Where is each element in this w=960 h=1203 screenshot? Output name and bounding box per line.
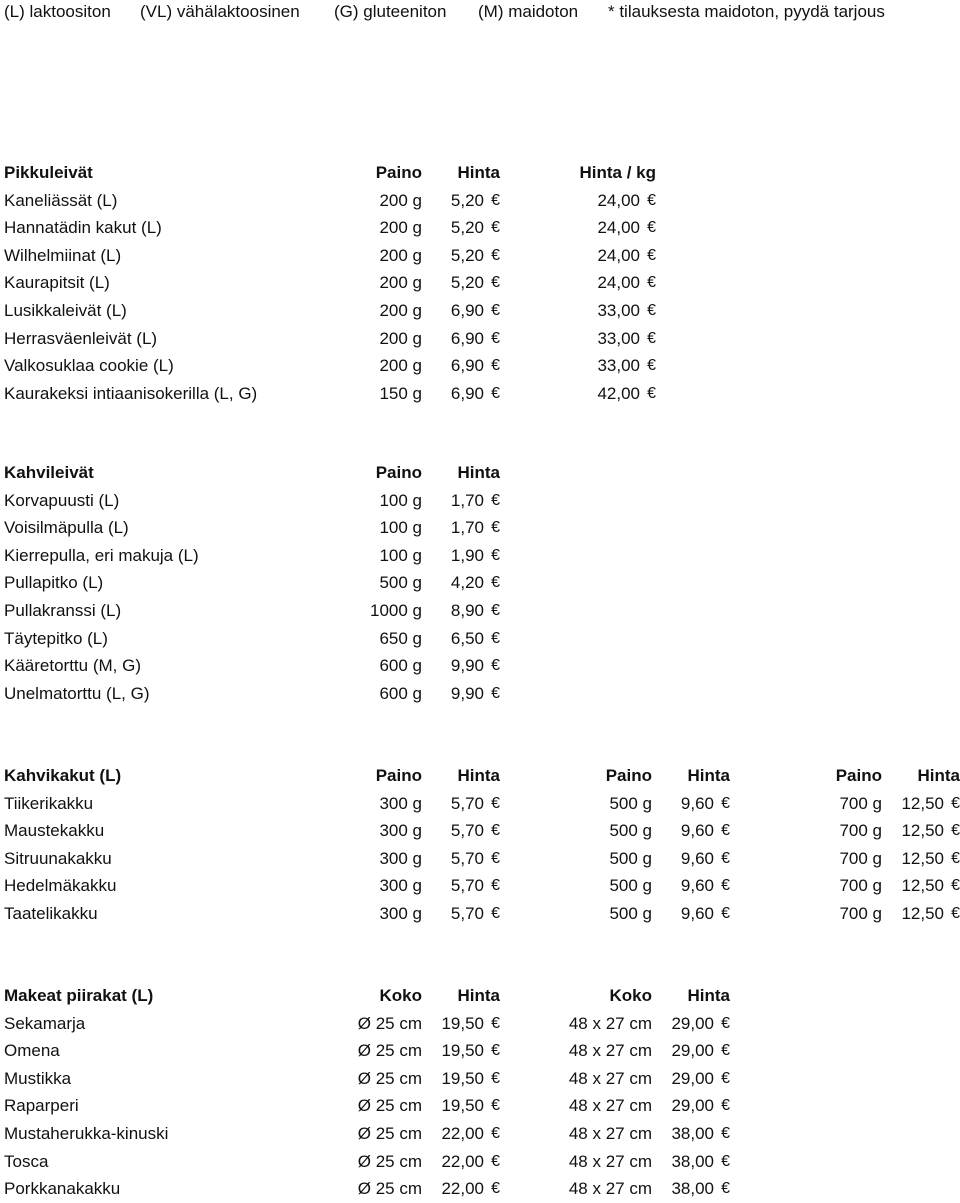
table-row: [4, 680, 960, 708]
pikkuleivat-column-header: Paino: [376, 159, 422, 187]
price-cell: 12,50: [901, 872, 944, 900]
kahvileivat-section-title: Kahvileivät: [4, 459, 94, 487]
kahvikakut-table: [4, 762, 960, 928]
product-name: Kaurapitsit (L): [4, 269, 110, 297]
euro-sign: €: [491, 487, 500, 515]
price-cell: 33,00: [597, 325, 640, 353]
size-cell: 100 g: [379, 542, 422, 570]
table-row: [4, 597, 960, 625]
price-cell: 29,00: [671, 1065, 714, 1093]
pikkuleivat-column-header: Hinta / kg: [579, 159, 656, 187]
price-cell: 6,90: [451, 297, 484, 325]
euro-sign: €: [721, 1065, 730, 1093]
price-cell: 22,00: [441, 1175, 484, 1203]
price-cell: 29,00: [671, 1010, 714, 1038]
price-cell: 9,60: [681, 790, 714, 818]
price-cell: 38,00: [671, 1120, 714, 1148]
size-cell: 200 g: [379, 297, 422, 325]
piirakat-column-header: Hinta: [458, 982, 501, 1010]
price-cell: 1,70: [451, 487, 484, 515]
table-row: [4, 1092, 960, 1120]
pikkuleivat-section-title: Pikkuleivät: [4, 159, 93, 187]
table-row: [4, 625, 960, 653]
legend-gluten-free: (G) gluteeniton: [334, 0, 446, 24]
table-row: [4, 380, 960, 408]
price-cell: 6,90: [451, 352, 484, 380]
euro-sign: €: [491, 652, 500, 680]
size-cell: Ø 25 cm: [358, 1065, 422, 1093]
piirakat-table: [4, 982, 960, 1203]
size-cell: 300 g: [379, 790, 422, 818]
euro-sign: €: [951, 900, 960, 928]
price-cell: 12,50: [901, 900, 944, 928]
table-row: [4, 1037, 960, 1065]
price-cell: 19,50: [441, 1010, 484, 1038]
price-cell: 1,90: [451, 542, 484, 570]
euro-sign: €: [721, 845, 730, 873]
euro-sign: €: [647, 242, 656, 270]
price-cell: 6,90: [451, 325, 484, 353]
size-cell: 700 g: [839, 900, 882, 928]
price-cell: 5,20: [451, 214, 484, 242]
size-cell: 650 g: [379, 625, 422, 653]
product-name: Täytepitko (L): [4, 625, 108, 653]
price-cell: 19,50: [441, 1037, 484, 1065]
pikkuleivat-column-header: Hinta: [458, 159, 501, 187]
price-cell: 33,00: [597, 352, 640, 380]
euro-sign: €: [491, 325, 500, 353]
product-name: Raparperi: [4, 1092, 79, 1120]
table-row: [4, 214, 960, 242]
table-row: [4, 1120, 960, 1148]
euro-sign: €: [491, 1010, 500, 1038]
piirakat-column-header: Hinta: [688, 982, 731, 1010]
price-cell: 5,70: [451, 817, 484, 845]
euro-sign: €: [721, 1120, 730, 1148]
table-row: [4, 514, 960, 542]
size-cell: 100 g: [379, 487, 422, 515]
table-row: [4, 845, 960, 873]
product-name: Lusikkaleivät (L): [4, 297, 127, 325]
euro-sign: €: [491, 817, 500, 845]
price-cell: 5,70: [451, 872, 484, 900]
euro-sign: €: [491, 845, 500, 873]
table-row: [4, 487, 960, 515]
euro-sign: €: [491, 1065, 500, 1093]
kahvikakut-column-header: Hinta: [918, 762, 960, 790]
price-cell: 5,20: [451, 269, 484, 297]
table-row: [4, 872, 960, 900]
size-cell: 200 g: [379, 269, 422, 297]
product-name: Tosca: [4, 1148, 48, 1176]
size-cell: 300 g: [379, 872, 422, 900]
product-name: Wilhelmiinat (L): [4, 242, 121, 270]
table-row: [4, 1148, 960, 1176]
euro-sign: €: [491, 187, 500, 215]
piirakat-column-header: Koko: [380, 982, 423, 1010]
product-name: Korvapuusti (L): [4, 487, 119, 515]
size-cell: 48 x 27 cm: [569, 1010, 652, 1038]
diet-legend: [4, 0, 960, 26]
euro-sign: €: [491, 380, 500, 408]
price-cell: 4,20: [451, 569, 484, 597]
euro-sign: €: [491, 680, 500, 708]
size-cell: 600 g: [379, 652, 422, 680]
size-cell: 700 g: [839, 845, 882, 873]
legend-dairy-free: (M) maidoton: [478, 0, 578, 24]
product-name: Kaurakeksi intiaanisokerilla (L, G): [4, 380, 257, 408]
size-cell: 48 x 27 cm: [569, 1120, 652, 1148]
euro-sign: €: [647, 297, 656, 325]
euro-sign: €: [721, 1175, 730, 1203]
euro-sign: €: [491, 214, 500, 242]
euro-sign: €: [647, 214, 656, 242]
price-cell: 33,00: [597, 297, 640, 325]
size-cell: 150 g: [379, 380, 422, 408]
price-cell: 38,00: [671, 1148, 714, 1176]
price-cell: 38,00: [671, 1175, 714, 1203]
product-name: Maustekakku: [4, 817, 104, 845]
euro-sign: €: [491, 514, 500, 542]
size-cell: 700 g: [839, 872, 882, 900]
size-cell: Ø 25 cm: [358, 1148, 422, 1176]
price-cell: 19,50: [441, 1092, 484, 1120]
size-cell: 200 g: [379, 352, 422, 380]
price-cell: 6,50: [451, 625, 484, 653]
table-row: [4, 297, 960, 325]
euro-sign: €: [491, 1092, 500, 1120]
price-cell: 9,60: [681, 845, 714, 873]
size-cell: 500 g: [609, 900, 652, 928]
piirakat-section-title: Makeat piirakat (L): [4, 982, 153, 1010]
price-cell: 42,00: [597, 380, 640, 408]
price-cell: 9,90: [451, 680, 484, 708]
product-name: Sitruunakakku: [4, 845, 112, 873]
size-cell: Ø 25 cm: [358, 1092, 422, 1120]
price-cell: 9,60: [681, 872, 714, 900]
euro-sign: €: [491, 297, 500, 325]
euro-sign: €: [647, 325, 656, 353]
size-cell: 500 g: [609, 790, 652, 818]
price-cell: 6,90: [451, 380, 484, 408]
product-name: Mustikka: [4, 1065, 71, 1093]
euro-sign: €: [491, 542, 500, 570]
price-cell: 24,00: [597, 214, 640, 242]
size-cell: 48 x 27 cm: [569, 1065, 652, 1093]
euro-sign: €: [647, 352, 656, 380]
size-cell: 700 g: [839, 817, 882, 845]
product-name: Omena: [4, 1037, 60, 1065]
price-cell: 22,00: [441, 1148, 484, 1176]
euro-sign: €: [491, 242, 500, 270]
price-cell: 1,70: [451, 514, 484, 542]
product-name: Sekamarja: [4, 1010, 85, 1038]
table-row: [4, 352, 960, 380]
kahvileivat-column-header: Paino: [376, 459, 422, 487]
euro-sign: €: [647, 269, 656, 297]
price-cell: 9,60: [681, 900, 714, 928]
euro-sign: €: [491, 1120, 500, 1148]
euro-sign: €: [491, 352, 500, 380]
product-name: Kaneliässät (L): [4, 187, 117, 215]
product-name: Kääretorttu (M, G): [4, 652, 141, 680]
size-cell: 1000 g: [370, 597, 422, 625]
product-name: Hannatädin kakut (L): [4, 214, 162, 242]
table-row: [4, 187, 960, 215]
size-cell: 48 x 27 cm: [569, 1175, 652, 1203]
size-cell: 300 g: [379, 900, 422, 928]
table-row: [4, 1065, 960, 1093]
price-cell: 8,90: [451, 597, 484, 625]
piirakat-column-header: Koko: [610, 982, 653, 1010]
legend-on-request: * tilauksesta maidoton, pyydä tarjous: [608, 0, 885, 24]
kahvikakut-section-title: Kahvikakut (L): [4, 762, 121, 790]
size-cell: 48 x 27 cm: [569, 1092, 652, 1120]
euro-sign: €: [491, 269, 500, 297]
euro-sign: €: [491, 872, 500, 900]
product-name: Unelmatorttu (L, G): [4, 680, 150, 708]
table-row: [4, 569, 960, 597]
euro-sign: €: [721, 1010, 730, 1038]
size-cell: 700 g: [839, 790, 882, 818]
price-cell: 12,50: [901, 817, 944, 845]
size-cell: 300 g: [379, 817, 422, 845]
size-cell: 48 x 27 cm: [569, 1148, 652, 1176]
price-cell: 5,70: [451, 845, 484, 873]
table-row: [4, 1010, 960, 1038]
size-cell: 48 x 27 cm: [569, 1037, 652, 1065]
kahvikakut-column-header: Paino: [836, 762, 882, 790]
piirakat-header-row: [4, 982, 960, 1010]
size-cell: 200 g: [379, 214, 422, 242]
size-cell: 100 g: [379, 514, 422, 542]
price-cell: 9,60: [681, 817, 714, 845]
table-row: [4, 269, 960, 297]
kahvikakut-column-header: Paino: [606, 762, 652, 790]
size-cell: Ø 25 cm: [358, 1120, 422, 1148]
kahvileivat-column-header: Hinta: [458, 459, 501, 487]
table-row: [4, 1175, 960, 1203]
size-cell: 600 g: [379, 680, 422, 708]
kahvikakut-column-header: Paino: [376, 762, 422, 790]
size-cell: 300 g: [379, 845, 422, 873]
euro-sign: €: [951, 790, 960, 818]
euro-sign: €: [491, 597, 500, 625]
kahvikakut-column-header: Hinta: [688, 762, 731, 790]
product-name: Kierrepulla, eri makuja (L): [4, 542, 199, 570]
euro-sign: €: [951, 845, 960, 873]
kahvileivat-header-row: [4, 459, 960, 487]
product-name: Herrasväenleivät (L): [4, 325, 157, 353]
price-cell: 24,00: [597, 187, 640, 215]
price-cell: 9,90: [451, 652, 484, 680]
euro-sign: €: [721, 817, 730, 845]
euro-sign: €: [491, 625, 500, 653]
price-cell: 5,20: [451, 242, 484, 270]
euro-sign: €: [721, 900, 730, 928]
euro-sign: €: [647, 187, 656, 215]
price-cell: 24,00: [597, 269, 640, 297]
table-row: [4, 542, 960, 570]
size-cell: Ø 25 cm: [358, 1010, 422, 1038]
euro-sign: €: [491, 900, 500, 928]
euro-sign: €: [491, 1175, 500, 1203]
size-cell: 500 g: [609, 845, 652, 873]
euro-sign: €: [647, 380, 656, 408]
price-cell: 12,50: [901, 790, 944, 818]
euro-sign: €: [951, 817, 960, 845]
product-name: Tiikerikakku: [4, 790, 93, 818]
kahvikakut-header-row: [4, 762, 960, 790]
product-name: Pullakranssi (L): [4, 597, 121, 625]
price-cell: 5,70: [451, 790, 484, 818]
price-cell: 29,00: [671, 1037, 714, 1065]
legend-lactose-free: (L) laktoositon: [4, 0, 111, 24]
euro-sign: €: [951, 872, 960, 900]
price-cell: 19,50: [441, 1065, 484, 1093]
product-name: Hedelmäkakku: [4, 872, 116, 900]
pikkuleivat-header-row: [4, 159, 960, 187]
product-name: Taatelikakku: [4, 900, 98, 928]
euro-sign: €: [721, 790, 730, 818]
price-cell: 22,00: [441, 1120, 484, 1148]
euro-sign: €: [491, 1037, 500, 1065]
euro-sign: €: [721, 872, 730, 900]
size-cell: 200 g: [379, 187, 422, 215]
size-cell: Ø 25 cm: [358, 1175, 422, 1203]
kahvileivat-table: [4, 459, 960, 707]
price-cell: 12,50: [901, 845, 944, 873]
product-name: Pullapitko (L): [4, 569, 103, 597]
price-cell: 29,00: [671, 1092, 714, 1120]
table-row: [4, 242, 960, 270]
pikkuleivat-table: [4, 159, 960, 407]
table-row: [4, 652, 960, 680]
table-row: [4, 325, 960, 353]
euro-sign: €: [491, 790, 500, 818]
product-name: Valkosuklaa cookie (L): [4, 352, 174, 380]
euro-sign: €: [721, 1092, 730, 1120]
product-name: Mustaherukka-kinuski: [4, 1120, 168, 1148]
product-name: Voisilmäpulla (L): [4, 514, 129, 542]
kahvikakut-column-header: Hinta: [458, 762, 501, 790]
table-row: [4, 900, 960, 928]
product-name: Porkkanakakku: [4, 1175, 120, 1203]
size-cell: 200 g: [379, 325, 422, 353]
euro-sign: €: [491, 569, 500, 597]
price-cell: 24,00: [597, 242, 640, 270]
price-cell: 5,70: [451, 900, 484, 928]
legend-low-lactose: (VL) vähälaktoosinen: [140, 0, 300, 24]
price-cell: 5,20: [451, 187, 484, 215]
size-cell: 500 g: [609, 817, 652, 845]
size-cell: 500 g: [379, 569, 422, 597]
euro-sign: €: [491, 1148, 500, 1176]
size-cell: Ø 25 cm: [358, 1037, 422, 1065]
table-row: [4, 817, 960, 845]
size-cell: 200 g: [379, 242, 422, 270]
euro-sign: €: [721, 1037, 730, 1065]
euro-sign: €: [721, 1148, 730, 1176]
size-cell: 500 g: [609, 872, 652, 900]
table-row: [4, 790, 960, 818]
